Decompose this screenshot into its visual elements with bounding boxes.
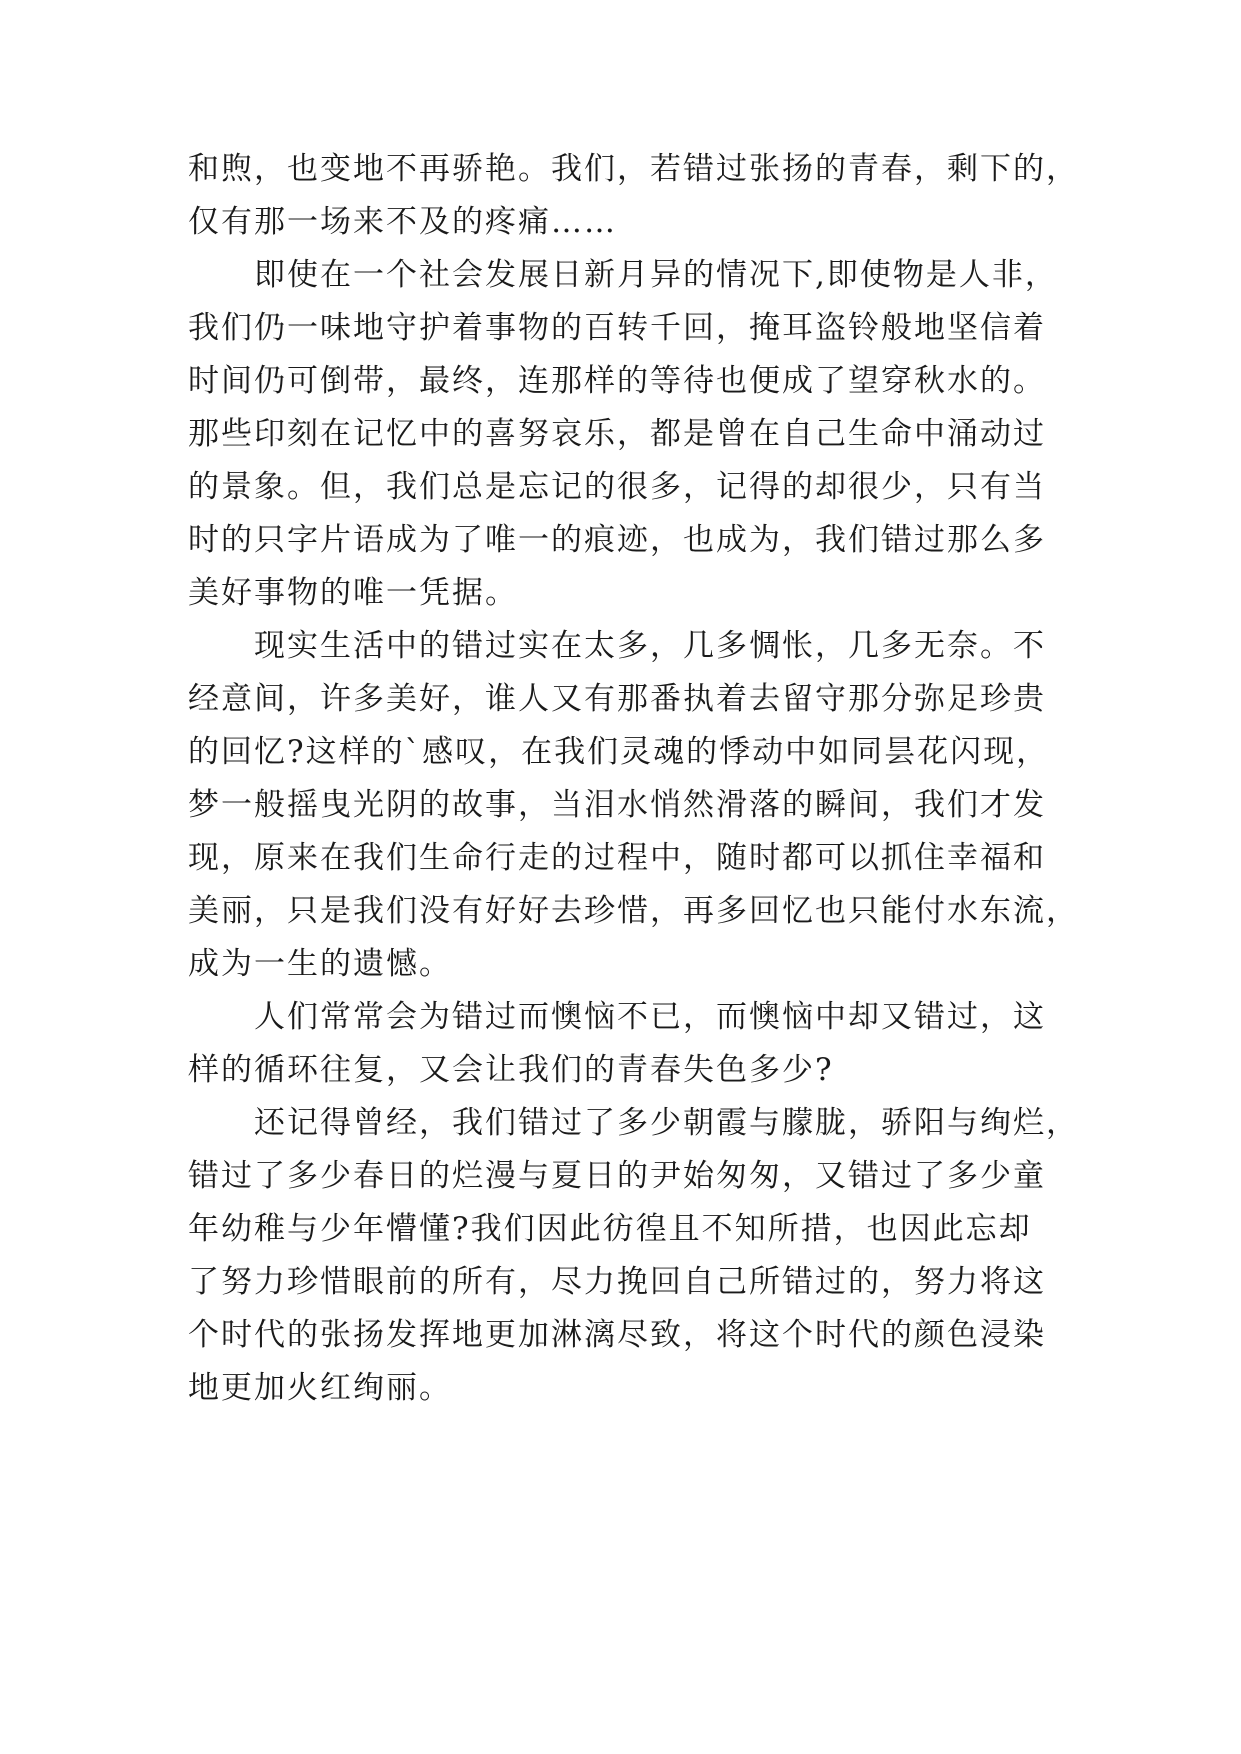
text-line: 那些印刻在记忆中的喜努哀乐，都是曾在自己生命中涌动过	[188, 416, 1046, 452]
text-line: 错过了多少春日的烂漫与夏日的尹始匆匆，又错过了多少童	[188, 1158, 1046, 1194]
text-line: 的景象。但，我们总是忘记的很多，记得的却很少，只有当	[188, 469, 1046, 505]
text-line: 现，原来在我们生命行走的过程中，随时都可以抓住幸福和	[188, 840, 1046, 876]
text-line: 美丽，只是我们没有好好去珍惜，再多回忆也只能付水东流，	[188, 893, 1079, 929]
text-line: 时间仍可倒带，最终，连那样的等待也便成了望穿秋水的。	[188, 363, 1046, 399]
text-line: 年幼稚与少年懵懂?我们因此彷徨且不知所措，也因此忘却	[188, 1211, 1032, 1247]
text-line: 个时代的张扬发挥地更加淋漓尽致，将这个时代的颜色浸染	[188, 1317, 1046, 1353]
text-line: 的回忆?这样的`感叹，在我们灵魂的悸动中如同昙花闪现，	[188, 734, 1050, 770]
text-line: 成为一生的遗憾。	[188, 946, 452, 982]
text-line: 地更加火红绚丽。	[188, 1370, 452, 1406]
paragraph-start-line: 现实生活中的错过实在太多，几多惆怅，几多无奈。不	[254, 628, 1046, 664]
text-line: 仅有那一场来不及的疼痛……	[188, 204, 617, 240]
text-line: 时的只字片语成为了唯一的痕迹，也成为，我们错过那么多	[188, 522, 1046, 558]
text-line: 我们仍一味地守护着事物的百转千回，掩耳盗铃般地坚信着	[188, 310, 1046, 346]
text-line: 了努力珍惜眼前的所有，尽力挽回自己所错过的，努力将这	[188, 1264, 1046, 1300]
text-line: 美好事物的唯一凭据。	[188, 575, 518, 611]
paragraph-start-line: 人们常常会为错过而懊恼不已，而懊恼中却又错过，这	[254, 999, 1046, 1035]
text-line: 经意间，许多美好，谁人又有那番执着去留守那分弥足珍贵	[188, 681, 1046, 717]
paragraph-start-line: 即使在一个社会发展日新月异的情况下,即使物是人非，	[254, 257, 1058, 293]
text-line: 样的循环往复，又会让我们的青春失色多少?	[188, 1052, 834, 1088]
text-line: 梦一般摇曳光阴的故事，当泪水悄然滑落的瞬间，我们才发	[188, 787, 1046, 823]
paragraph-start-line: 还记得曾经，我们错过了多少朝霞与朦胧，骄阳与绚烂，	[254, 1105, 1079, 1141]
text-line: 和煦，也变地不再骄艳。我们，若错过张扬的青春，剩下的，	[188, 151, 1079, 187]
